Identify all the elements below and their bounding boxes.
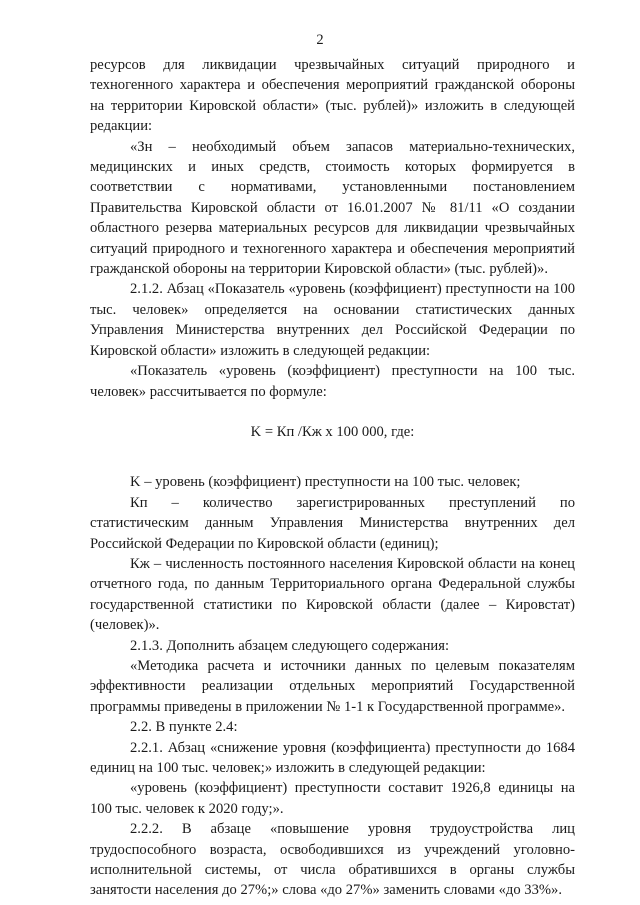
- paragraph-2-2-1: 2.2.1. Абзац «снижение уровня (коэффициента) преступности до 1684 единиц на 100 тыс. человек;» изложить в следующей редакции:: [90, 739, 575, 776]
- paragraph-2-2-2: 2.2.2. В абзаце «повышение уровня трудоустройства лиц трудоспособного возраста, освободившихся из учреждений уголовно-исполнительной системы, от числа обратившихся в органы службы занятости населения до 27%;» слова «до 27%» заменить словами «до 33%».: [90, 821, 575, 899]
- paragraph-continuation: ресурсов для ликвидации чрезвычайных ситуаций природного и техногенного характера и обеспечения мероприятий гражданской обороны на территории Кировской области» (тыс. рублей)» изложить в следующей редакции:: [90, 57, 575, 135]
- paragraph-2-1-2: 2.1.2. Абзац «Показатель «уровень (коэффициент) преступности на 100 тыс. человек» определяется на основании статистических данных Управления Министерства внутренних дел Российской Федерации по Кировской области» изложить в следующей редакции:: [90, 281, 575, 359]
- formula: K = Кп /Кж х 100 000, где:: [250, 423, 415, 440]
- paragraph-zn-definition: «Зн – необходимый объем запасов материально-технических, медицинских и иных средств, стоимость которых формируется в соответствии с нормативами, установленными постановлением Правительства Кировской области от 16.01.2007 № 81/11 «О создании областного резерва материальных ресурсов для ликвидации чрезвычайных ситуаций природного и техногенного характера и обеспечения мероприятий гражданской обороны на территории Кировской области» (тыс. рублей)».: [90, 138, 575, 278]
- document-body: [90, 55, 575, 901]
- page-number: 2: [316, 32, 324, 48]
- paragraph-k-definition: K – уровень (коэффициент) преступности на 100 тыс. человек;: [130, 474, 521, 491]
- paragraph-indicator-formula-intro: «Показатель «уровень (коэффициент) преступности на 100 тыс. человек» рассчитывается по формуле:: [90, 363, 575, 400]
- paragraph-methodology: «Методика расчета и источники данных по целевым показателям эффективности реализации отдельных мероприятий Государственной программы приведены в приложении № 1-1 к Государственной программе».: [90, 657, 575, 715]
- paragraph-2-2: 2.2. В пункте 2.4:: [130, 719, 238, 736]
- paragraph-kp-definition: Кп – количество зарегистрированных преступлений по статистическим данным Управления Министерства внутренних дел Российской Федерации по Кировской области (единиц);: [90, 494, 575, 552]
- paragraph-2-1-3: 2.1.3. Дополнить абзацем следующего содержания:: [130, 637, 450, 654]
- paragraph-kzh-definition: Кж – численность постоянного населения Кировской области на конец отчетного года, по данным Территориального органа Федеральной службы государственной статистики по Кировской области (далее – Кировстат) (человек)».: [90, 555, 575, 634]
- paragraph-crime-level: «уровень (коэффициент) преступности составит 1926,8 единицы на 100 тыс. человек к 2020 году;».: [90, 780, 575, 817]
